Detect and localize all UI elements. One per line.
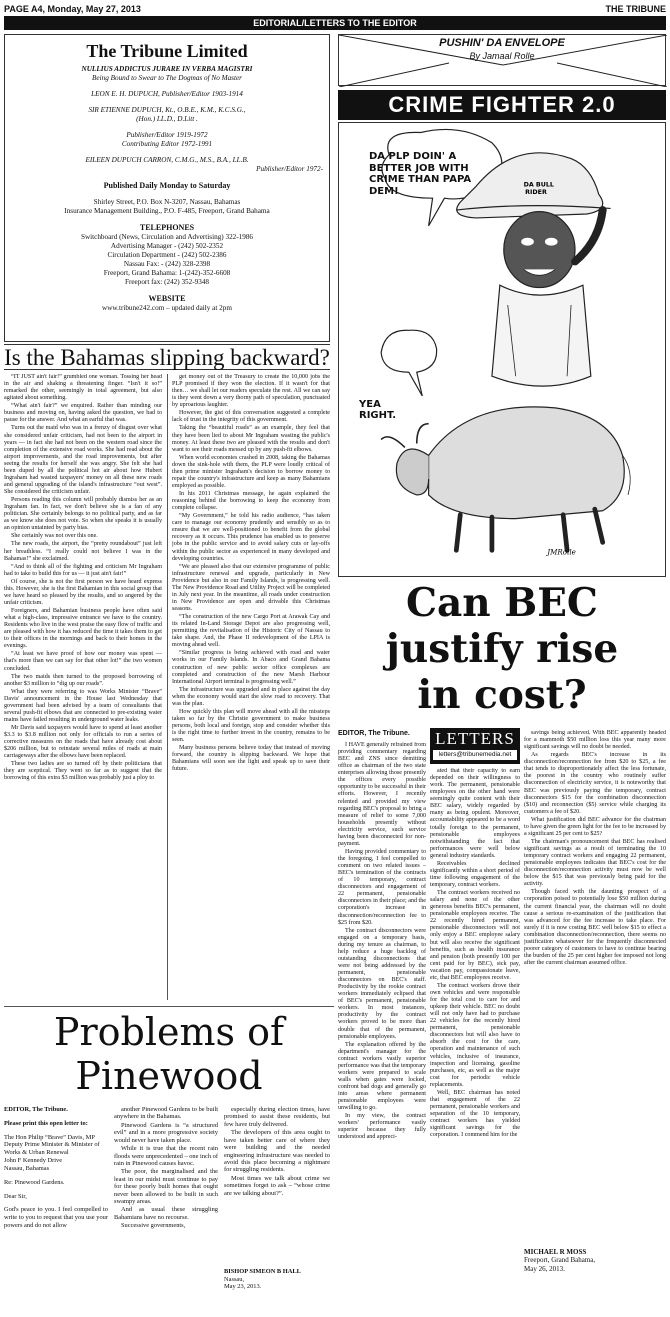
masthead-tel-5: Freeport, Grand Bahama: 1-(242)-352-6608 <box>103 268 231 277</box>
paragraph: Foreigners, and Bahamian business people have often said what a high-class, impressive entrance we have to the country. Residents who live in the west praise the easy flow of traffic and are pleased with how it has reduced the time it takes them to get to their offices in the mornings and back to their homes in the evenings. <box>4 608 162 650</box>
masthead-eileen-1: EILEEN DUPUCH CARRON, C.M.G., M.S., B.A., LL.B. <box>85 155 249 164</box>
paragraph: The two maids then turned to the proposed borrowing of another $3 million to “dig up our roads”. <box>4 673 162 687</box>
paragraph: especially during election times, have promised to assist these residents, but few have truly delivered. <box>224 1106 330 1128</box>
paragraph: “My Government,” he told his radio audience, “has taken care to manage our economy prudently and sensibly so as to ensure that we are well-positioned to benefit from the global recovery as it occurs. This prudence has enabled us to preserve jobs in the public service and to avoid salary cuts or lay-offs within the public sector as experienced in many developed and developing countries. <box>172 513 330 562</box>
pinewood-column-3 <box>224 1106 330 1266</box>
paragraph: ated that their capacity to earn depended on their willingness to work. The permanent, pensionable employees on the other hand were seemingly quite content with their BEC salary, widely regarded by many as being opulent. Moreover, accountability appeared to be a word totally foreign to the permanent, pensionable employees notwithstanding the fact that performances were well below general industry standards. <box>430 768 520 859</box>
paragraph: Turns out the maid who was in a frenzy of disgust over what she considered unfair criticism, had not been to the airport in years — in fact she had not been on the western road since the completion of the extensive road works. She had read about the airport improvements, and the road improvements, but after seeing the results for herself she was angry. She felt she had been duped by all the political hot air about how Hubert Ingraham had wasted taxpayers' money on all these new roads and general upgrading of the island's infrastructure “out west”. She considered the criticism unfair. <box>4 425 162 495</box>
paragraph: However, the gist of this conversation suggested a complete lack of trust in the integrity of this government. <box>172 410 330 424</box>
page-date: PAGE A4, Monday, May 27, 2013 <box>4 3 141 14</box>
pinewood-signature <box>224 1268 330 1291</box>
paragraph: “IT JUST ain't fair!” grumbled one woman. Tossing her head in the air and shaking a threatening finger. “Isn't it so!” remarked the other, seemingly in total agreement, but also agitated about something. <box>4 374 162 402</box>
pinewood-headline-line-2: Pinewood <box>75 1054 263 1098</box>
paragraph: Mr Davis said taxpayers would have to spend at least another $3.3 to $3.8 million not only for officials to run a series of corrective measures on the roads that have already cost about $206 million, but to reinstate several miles of roads at main carriageways after the elbows have been replaced. <box>4 725 162 760</box>
masthead-tel-6: Freeport fax: (242) 352-9348 <box>124 277 210 286</box>
paragraph: The contract workers received no salary and none of the other generous benefits BEC's permanent, pensionable employees receive. The 22 recently hired permanent, pensionable disconnectors will not only enjoy a BEC employee salary but will also receive the significant benefits, such as health insurance and pension (both presently 100 per cent paid for by BEC), sick pay, vacation pay, compassionate leave, etc, that BEC employees receive. <box>430 890 520 981</box>
pinewood-headline <box>4 1010 334 1102</box>
masthead-tel-3: Circulation Department - (242) 502-2386 <box>107 250 227 259</box>
paragraph: “And to think all of the fighting and criticism Mr Ingraham had to take to build this for us — it just ain't fair!” <box>4 563 162 577</box>
masthead-motto-translation: Being Bound to Swear to The Dogmas of No Master <box>92 73 242 82</box>
paragraph: When world economies crashed in 2008, taking the Bahamas down the sink-hole with them, the PLP were loudly critical of then prime minister Ingraham's decision to borrow money to repair the country's infrastructure and keep as many Bahamians employed as possible. <box>172 454 330 489</box>
letters-email: letters@tribunemedia.net <box>433 750 517 760</box>
paragraph: In my view, the contract workers' performance vastly superior because they fully understood and appreci- <box>338 1113 426 1141</box>
pinewood-column-1 <box>4 1106 108 1230</box>
paragraph: “At least we have proof of how our money was spent — that's more than we can say for that other lot!” the two women concluded. <box>4 651 162 672</box>
pinewood-to-1: The Hon Philip “Brave” Davis, MP <box>4 1133 95 1141</box>
paragraph: Receivables declined significantly within a short period of time following engagement of the temporary, contract workers. <box>430 860 520 888</box>
pinewood-headline-line-1: Problems of <box>53 1010 285 1054</box>
paper-name: THE TRIBUNE <box>605 3 666 14</box>
masthead-address-2: Insurance Management Building., P.O. F-485, Freeport, Grand Bahama <box>64 206 270 215</box>
paragraph: The explanation offered by the department's manager for the contract workers vastly superior performance was that the temporary workers were prepared to scale walls when gates were locked, confront bad dogs and generally go into areas where permanent pensionable employees were unwilling to go. <box>338 1041 426 1112</box>
masthead-published: Published Daily Monday to Saturday <box>103 180 231 190</box>
bec-column-3 <box>524 730 666 1246</box>
paragraph: As regards BEC's increase in its disconnection/reconnection fee from $20 to $25, a fee that tends to disproportionately affect the less fortunate, the poorest in the country who routinely suffer disconnection of electricity service, it is noteworthy that BEC was previously paying the temporary, contract disconnectors $15 for the combination disconnection ($10) and reconnection ($5) service while charging its customers a fee of $20. <box>524 752 666 815</box>
pinewood-dear: Dear Sir, <box>4 1192 27 1200</box>
masthead-address-1: Shirley Street, P.O. Box N-3207, Nassau, Bahamas <box>93 197 241 206</box>
bec-headline-line-3: in cost? <box>417 672 587 718</box>
speech-bubble-1: DA PLP DOIN' A BETTER JOB WITH CRIME THAN PAPA DEM! <box>369 151 472 197</box>
paragraph: Successive governments, <box>121 1222 186 1230</box>
paragraph: Though faced with the daunting prospect of a corporation poised to potentially lose $50 million during the current financial year, the chairman will no doubt cause a serious re-examination of the justification that was advanced for the fee increase to take place. For surely if it is now costing BEC well below $15 to effect a combination disconnection/reconnection, there seems no justification whatsoever for the frequently disconnected poorer category of customers to have to continue bearing the burden of the 25 per cent higher fee imposed not long after the current chairman assumed office. <box>524 889 666 966</box>
pinewood-salutation: EDITOR, The Tribune. <box>4 1106 68 1113</box>
masthead-etienne-2: (Hon.) LL.D., D.Litt . <box>136 114 198 123</box>
masthead-eileen-2: Publisher/Editor 1972- <box>256 164 323 173</box>
strip-byline: By Jamaal Rolle <box>469 51 535 61</box>
paragraph: The poor, the marginalised and the least in our midst must continue to pay for these poorly built homes that ought never been allowed to be built in such swampy areas. <box>114 1168 218 1206</box>
paragraph: get money out of the Treasury to create the 10,000 jobs the PLP promised if they won the election. If it wasn't for that then… we shall let our readers speculate the rest. All we can say is they went down a very thorny path of speculation, punctuated by uproarious laughter. <box>172 374 330 409</box>
paragraph: Most times we talk about crime we sometimes forget to ask – “whose crime are we talking about?”. <box>224 1174 330 1197</box>
paragraph: “What ain't fair?” we enquired. Rather than minding our business and moving on, having asked the question, we had to pause for the answer. And what an earful that was. <box>4 403 162 424</box>
paragraph: What they were referring to was Works Minister “Brave” Davis' announcement in the House last Wednesday that government had been advised by a team of consultants that several push-fit elbows that are connected to pre-existing water mains have failed resulting in underground water leaks. <box>4 688 162 723</box>
editorial-column-1 <box>4 374 162 1000</box>
paragraph: I HAVE generally refrained from providing commentary regarding BEC and ZNS since demitting office as chairman of the two state enterprises allowing those presently the offices every possible opportunity to be successful in their efforts. However, I recently relented and provided my view regarding BEC's proposal to bring a measure of relief to some 7,000 households presently without electricity service, such service having been disconnected for non-payment. <box>338 742 426 847</box>
page-header <box>4 2 666 15</box>
bec-headline <box>338 580 666 626</box>
masthead-tel-1: Switchboard (News, Circulation and Advertising) 322-1986 <box>80 232 254 241</box>
bec-salutation: EDITOR, The Tribune. <box>338 730 410 737</box>
paragraph: Many business persons believe today that instead of moving forward, the country is slipping backward. We hope that Bahamians will soon see the light and speak up to save their future. <box>172 745 330 773</box>
hat-label-1: DA BULL <box>523 181 554 189</box>
masthead-etienne-1: SIR ETIENNE DUPUCH, Kt., O.B.E., K.M., K.C.S.G., <box>88 105 246 114</box>
paragraph: Persons reading this column will probably dismiss her as an Ingraham fan. In fact, we don't believe she is a fan of any politician. She certainly belongs to no political party, and as far as we know she does not vote. So when she speaks it is usually an opinion untainted by party bias. <box>4 497 162 532</box>
masthead <box>4 34 330 342</box>
masthead-website: www.tribune242.com – updated daily at 2pm <box>102 303 232 312</box>
paragraph: another Pinewood Gardens to be built anywhere in the Bahamas. <box>114 1106 218 1121</box>
pinewood-body-1: God's peace to you. I feel compelled to write to you to request that you use your powers and do not allow <box>4 1206 108 1229</box>
paragraph: Having provided commentary to the foregoing, I feel compelled to comment on two related issues – BEC's termination of the contracts of 10 temporary, contract disconnectors and engagement of 22 permanent, pensionable disconnectors in their place; and the corporation's increase in disconnection/reconnection fee to $25 from $20. <box>338 848 426 926</box>
paragraph: The contract disconnectors were engaged on a temporary basis, during my tenure as chairman, to help reduce a huge backlog of outstanding disconnections that were not being addressed by the permanent, pensionable disconnectors on BEC's staff. Productivity by the rookie contract workers immediately eclipsed that of BEC's permanent, pensionable workers. In most instances, productivity by the contract workers proved to be more than double that of the permanent, pensionable employees. <box>338 927 426 1040</box>
cartoon-title: CRIME FIGHTER 2.0 <box>338 90 666 120</box>
masthead-website-heading: WEBSITE <box>148 293 186 303</box>
masthead-etienne-3: Publisher/Editor 1919-1972 <box>126 130 208 139</box>
paragraph: How quickly this plan will move ahead with all the missteps taken so far by the Christie government to make business persons, both local and foreign, stop and consider whether this is the right time to further invest in the country, remains to be seen. <box>172 708 330 744</box>
paragraph: Taking the “beautiful roads” as an example, they feel that they have been lied to about Mr Ingraham wasting the public's money. At least these two are pleased with the results and don't want to see their roads messed up by any push-fit elbows. <box>172 425 330 453</box>
paragraph: And as usual these struggling Bahamians have no recourse. <box>114 1206 218 1221</box>
bec-sign-name: MICHAEL R MOSS <box>524 1248 587 1256</box>
bec-headline-line-1: Can BEC <box>406 580 598 626</box>
masthead-title: The Tribune Limited <box>86 41 248 61</box>
strip-title: PUSHIN' DA ENVELOPE <box>439 37 565 49</box>
bec-column-1 <box>338 742 426 1312</box>
section-banner: EDITORIAL/LETTERS TO THE EDITOR <box>4 16 666 30</box>
hat-label-2: RIDER <box>525 189 547 197</box>
paragraph: What justification did BEC advance for the chairman to have given the green light for the fee to be increased by a significant 25 per cent to $25? <box>524 816 666 837</box>
masthead-tel-4: Nassau Fax: - (242) 328-2398 <box>123 259 211 268</box>
pinewood-re: Re: Pinewood Gardens. <box>4 1178 65 1186</box>
pinewood-column-2 <box>114 1106 218 1312</box>
pinewood-sign-date: May 23, 2013. <box>224 1283 262 1291</box>
paragraph: “We are pleased also that our extensive programme of public infrastructure renewal and upgrade, particularly in New Providence but also in our Family Islands, is progressing well. The New Providence Road and Utility Project will be completed in July next year. In the meantime, all roads under construction in New Providence are open and drivable this Christmas seasons. <box>172 563 330 612</box>
paragraph: savings being achieved. With BEC apparently headed for a mammoth $50 million loss this year many more significant savings will no doubt be needed. <box>524 730 666 751</box>
editorial-column-2 <box>172 374 330 1000</box>
bec-column-2 <box>430 768 520 1312</box>
bec-signature <box>524 1248 666 1273</box>
paragraph: The developers of this area ought to have taken better care of where they were building and the needed engineering infrastructure was needed to avoid this place becoming a nightmare for struggling residents. <box>224 1129 330 1174</box>
masthead-etienne-4: Contributing Editor 1972-1991 <box>121 139 213 148</box>
editorial-cartoon <box>338 122 666 577</box>
masthead-motto: NULLIUS ADDICTUS JURARE IN VERBA MAGISTRI <box>81 64 253 73</box>
paragraph: The infrastructure was upgraded and in place against the day when the economy would start the slow road to recovery. That was the plan. <box>172 686 330 707</box>
paragraph: The new roads, the airport, the “pretty roundabout” just left her breathless. “I really could not believe I was in the Bahamas!” she exclaimed. <box>4 541 162 562</box>
cartoon-signature: JMRolle <box>547 547 576 557</box>
pinewood-to-4: Nassau, Bahamas <box>4 1164 50 1172</box>
paragraph: Pinewood Gardens is “a structured evil” and in a more progressive society would never have taken place. <box>114 1121 218 1144</box>
letters-badge <box>430 728 520 764</box>
pinewood-print-request: Please print this open letter to: <box>4 1119 88 1127</box>
paragraph: Of course, she is not the first person we have heard express this. However, she is the first Bahamian in this social group that we have heard so pleased by the results, and so angered by the unfair criticism. <box>4 578 162 606</box>
paragraph: “Similar progress is being achieved with road and water works in our Family Islands. In Abaco and Grand Bahama construction of new public sector office complexes are completed and construction of the new Marsh Harbour International Airport terminal is progressing well.” <box>172 650 330 685</box>
letters-label: LETTERS <box>435 729 515 748</box>
masthead-tel-2: Advertising Manager - (242) 502-2352 <box>110 241 224 250</box>
paragraph: “The construction of the new Cargo Port at Arawak Cay and its related In-Land Storage Depot are also progressing well, permitting the revitalisation of the Historic City of Nassau to take shape. And, the Phase II redevelopment of the LPIA is moving ahead well. <box>172 614 330 649</box>
paragraph: While it is true that the recent rain floods were unprecedented – one inch of rain in Pinewood causes havoc. <box>114 1145 218 1167</box>
speech-bubble-2: YEA RIGHT. <box>359 399 397 421</box>
editorial-headline: Is the Bahamas slipping backward? <box>4 345 330 370</box>
pinewood-sign-place: Nassau, <box>224 1275 245 1283</box>
paragraph: Well, BEC chairman has noted that engagement of the 22 permanent, pensionable workers and separation of the 10 temporary, contract workers has yielded significant savings for the corporation. I commend him for the <box>430 1089 520 1139</box>
masthead-founder: LEON E. H. DUPUCH, Publisher/Editor 1903-1914 <box>91 89 243 98</box>
paragraph: The contract workers drove their own vehicles and were responsible for the total cost to care for and upkeep their vehicle. BEC no doubt will not only have had to purchase 22 vehicles for the recently hired permanent, pensionable disconnectors but will also have to absorb the cost for the care, operation and maintenance of such vehicles, inclusive of insurance, inspection and licensing, gasoline purchases, etc, as well as the major cost for periodic vehicle replacements. <box>430 982 520 1088</box>
pushin-envelope-strip <box>338 34 666 86</box>
masthead-telephones-heading: TELEPHONES <box>139 222 195 232</box>
pinewood-to-2: Deputy Prime Minister & Minister of Works & Urban Renewal <box>4 1141 100 1157</box>
paragraph: In his 2011 Christmas message, he again explained the reasoning behind the borrowing to keep the economy from complete collapse. <box>172 491 330 512</box>
pinewood-sign-name: BISHOP SIMEON B HALL <box>224 1268 301 1275</box>
bec-sign-date: May 26, 2013. <box>524 1264 565 1273</box>
paragraph: She certainly was not over this one. <box>11 533 98 540</box>
bec-headline-line-2: justify rise <box>385 626 619 672</box>
paragraph: These two ladies are so turned off by their politicians that they are sceptical. They went so far as to suggest that the borrowing of this extra $3 million was probably just a ploy to <box>4 761 162 782</box>
bec-sign-place: Freeport, Grand Bahama, <box>524 1256 596 1265</box>
pinewood-to-3: John F Kennedy Drive <box>4 1157 63 1165</box>
paragraph: The chairman's pronouncement that BEC has realised significant savings as a result of terminating the 10 temporary contract workers and engaging 22 permanent, pensionable employees indicates that BEC's cost for the disconnection/reconnection activity must now be well below the $15 that was previously being paid for the activity. <box>524 838 666 888</box>
